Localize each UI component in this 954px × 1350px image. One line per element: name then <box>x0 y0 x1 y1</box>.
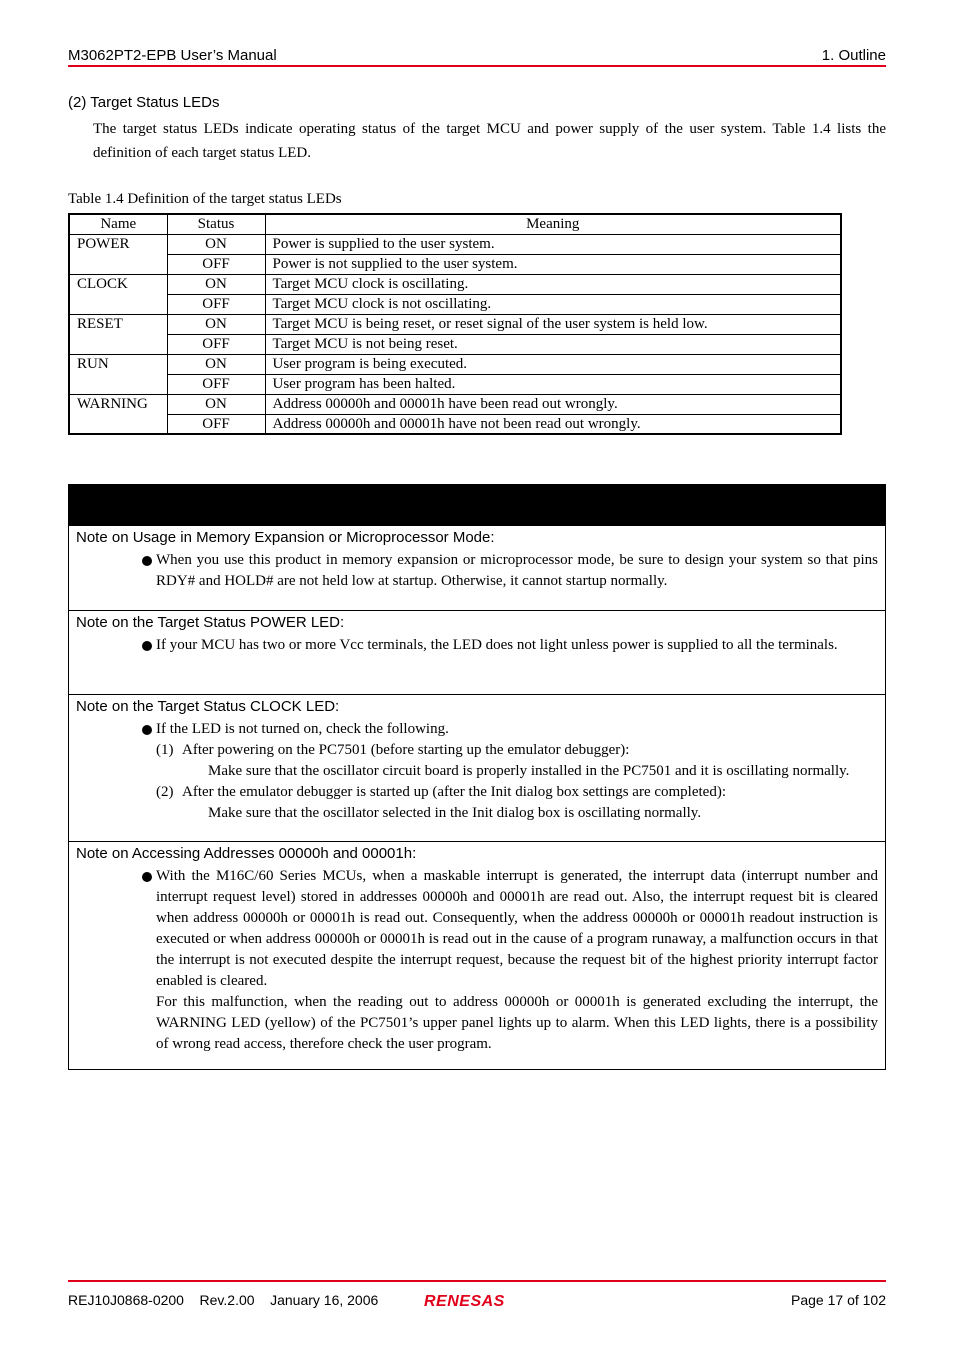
list-item <box>141 719 878 740</box>
led-meaning: Power is not supplied to the user system. <box>265 254 841 274</box>
note-title: Note on the Target Status CLOCK LED: <box>76 698 340 715</box>
note-address-access <box>69 842 885 1070</box>
item-number: (1) <box>156 742 174 758</box>
note-title: Note on Usage in Memory Expansion or Microprocessor Mode: <box>76 529 495 546</box>
list-item <box>141 635 878 656</box>
page-number: Page 17 of 102 <box>791 1292 886 1308</box>
note-paragraph: For this malfunction, when the reading out to address 00000h or 00001h is generated excluding the interrupt, the WARNING LED (yellow) of the PC7501’s upper panel lights up to alarm. When this LED lights, there is a possibility of wrong read access, therefore check the user program. <box>156 994 878 1052</box>
note-text: With the M16C/60 Series MCUs, when a maskable interrupt is generated, the interrupt data (interrupt number and interrupt request level) stored in addresses 00000h and 00001h are read out. Also, the interrupt request bit is cleared when address 00000h or 00001h is read out. Consequently, when the address 00000h or 00001h readout instruction is executed or when address 00000h or 00001h is read out in the cause of a program runaway, a malfunction occurs in that the interrupt is not executed despite the interrupt request, because the request bit of the highest priority interrupt factor enabled is cleared. <box>156 868 878 989</box>
bullet-dot-icon <box>142 556 152 566</box>
logo-text: RENESAS <box>424 1293 505 1309</box>
table-row <box>69 394 841 414</box>
table-row <box>69 274 841 294</box>
led-status: OFF <box>167 294 265 314</box>
section-title: (2) Target Status LEDs <box>68 94 220 111</box>
note-clock-led <box>69 695 885 842</box>
item-heading: After powering on the PC7501 (before starting up the emulator debugger): <box>182 742 630 758</box>
led-status: OFF <box>167 374 265 394</box>
led-meaning: User program has been halted. <box>265 374 841 394</box>
led-status: ON <box>167 354 265 374</box>
important-header-bar <box>69 485 885 526</box>
list-item <box>141 550 878 592</box>
header-status: Status <box>167 214 265 234</box>
led-definition-table <box>68 213 842 435</box>
led-status: OFF <box>167 254 265 274</box>
led-status: ON <box>167 314 265 334</box>
note-text: If the LED is not turned on, check the following. <box>156 721 449 737</box>
header-name: Name <box>69 214 167 234</box>
list-item <box>141 740 878 782</box>
manual-title: M3062PT2-EPB User’s Manual <box>68 47 277 64</box>
document-id: REJ10J0868-0200 Rev.2.00 January 16, 2006 <box>68 1292 379 1308</box>
led-status: ON <box>167 274 265 294</box>
led-meaning: Target MCU clock is not oscillating. <box>265 294 841 314</box>
section-intro: The target status LEDs indicate operating status of the target MCU and power supply of the user system. Table 1.4 lists the definition of each target status LED. <box>93 121 886 161</box>
table-row <box>69 234 841 254</box>
page-footer <box>68 1280 886 1310</box>
bullet-dot-icon <box>142 641 152 651</box>
note-text: If your MCU has two or more Vcc terminals, the LED does not light unless power is supplied to all the terminals. <box>156 637 838 653</box>
led-meaning: Target MCU clock is oscillating. <box>265 274 841 294</box>
item-text: Make sure that the oscillator circuit board is properly installed in the PC7501 and it is oscillating normally. <box>208 763 850 779</box>
page-header <box>68 47 886 67</box>
led-status: OFF <box>167 414 265 434</box>
led-meaning: Target MCU is being reset, or reset signal of the user system is held low. <box>265 314 841 334</box>
table-row <box>69 414 841 434</box>
list-item <box>141 866 878 992</box>
note-title: Note on the Target Status POWER LED: <box>76 614 345 631</box>
led-meaning: Power is supplied to the user system. <box>265 234 841 254</box>
led-meaning: Address 00000h and 00001h have not been read out wrongly. <box>265 414 841 434</box>
led-status: ON <box>167 394 265 414</box>
table-row <box>69 314 841 334</box>
table-header-row <box>69 214 841 234</box>
list-item <box>141 782 878 824</box>
note-power-led <box>69 611 885 695</box>
led-status: OFF <box>167 334 265 354</box>
note-title: Note on Accessing Addresses 00000h and 00001h: <box>76 845 417 862</box>
led-meaning: Address 00000h and 00001h have been read out wrongly. <box>265 394 841 414</box>
led-status: ON <box>167 234 265 254</box>
led-name: RESET <box>69 314 167 354</box>
table-row <box>69 374 841 394</box>
table-row <box>69 294 841 314</box>
led-name: RUN <box>69 354 167 394</box>
led-name: POWER <box>69 234 167 274</box>
bullet-dot-icon <box>142 872 152 882</box>
led-meaning: Target MCU is not being reset. <box>265 334 841 354</box>
led-meaning: User program is being executed. <box>265 354 841 374</box>
item-heading: After the emulator debugger is started up (after the Init dialog box settings are completed): <box>182 784 726 800</box>
renesas-logo-icon <box>422 1291 532 1309</box>
bullet-dot-icon <box>142 725 152 735</box>
table-row <box>69 254 841 274</box>
important-notes-box <box>68 484 886 1070</box>
table-caption: Table 1.4 Definition of the target status LEDs <box>68 191 342 207</box>
item-text: Make sure that the oscillator selected in the Init dialog box is oscillating normally. <box>208 805 702 821</box>
note-memory-expansion <box>69 526 885 611</box>
item-number: (2) <box>156 784 174 800</box>
led-name: CLOCK <box>69 274 167 314</box>
led-name: WARNING <box>69 394 167 434</box>
table-row <box>69 334 841 354</box>
table-row <box>69 354 841 374</box>
note-text: When you use this product in memory expansion or microprocessor mode, be sure to design your system so that pins RDY# and HOLD# are not held low at startup. Otherwise, it cannot startup normally. <box>156 552 878 589</box>
chapter-title: 1. Outline <box>821 47 886 64</box>
header-meaning: Meaning <box>265 214 841 234</box>
